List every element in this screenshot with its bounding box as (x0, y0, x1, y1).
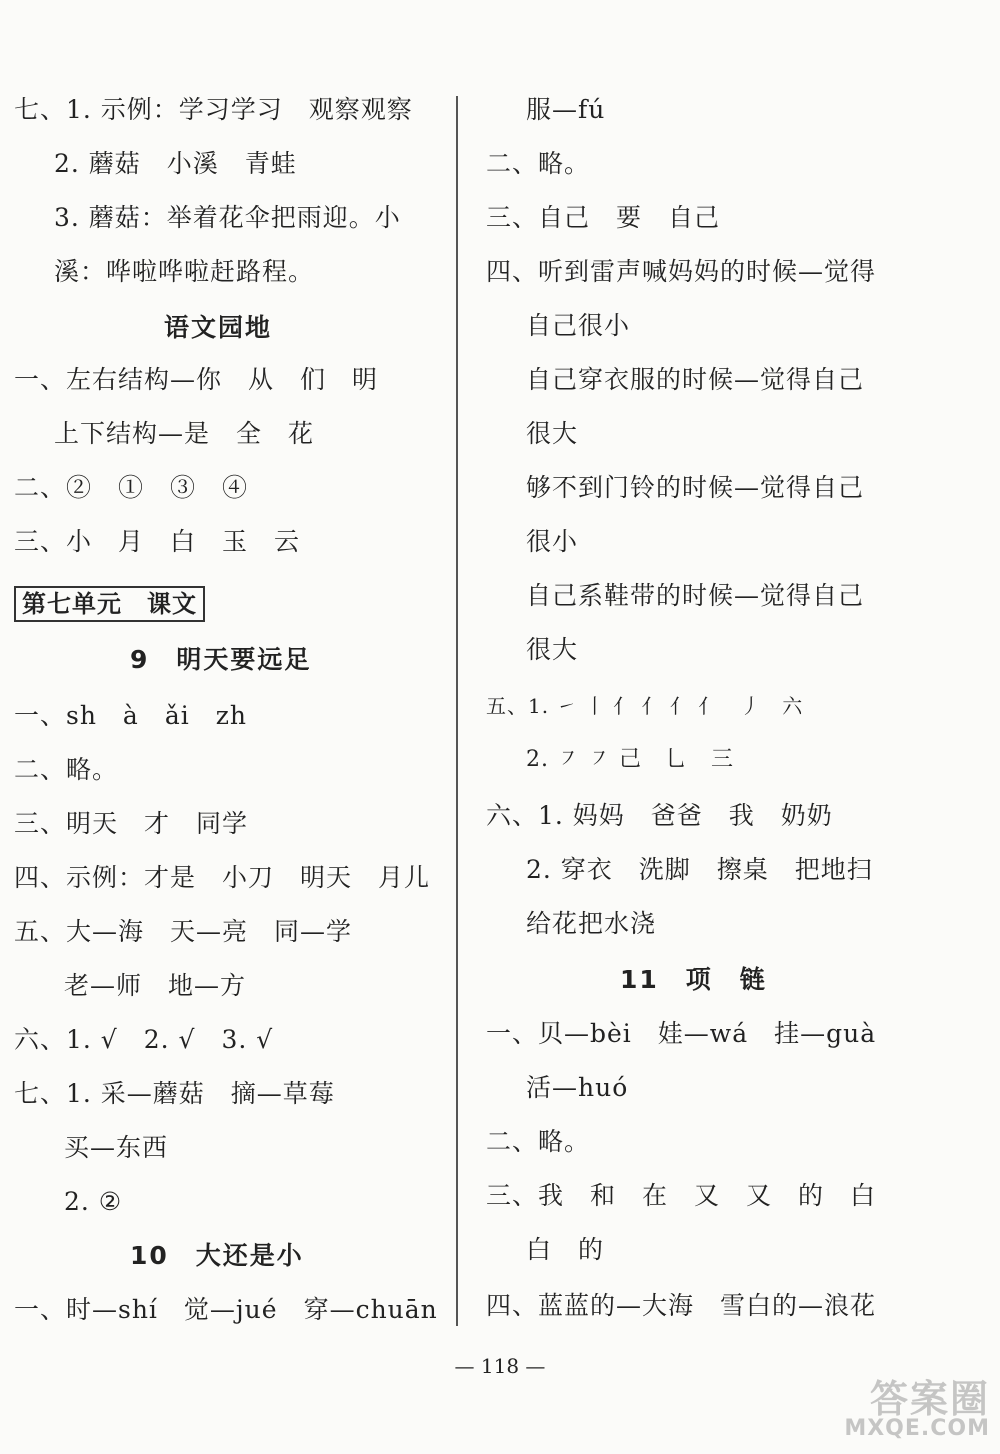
answer-line: 一、左右结构—你 从 们 明 (14, 365, 379, 394)
answer-line: 四、蓝蓝的—大海 雪白的—浪花 (486, 1291, 877, 1320)
answer-line: 白 的 (526, 1235, 605, 1264)
answer-line: 3. 蘑菇：举着花伞把雨迎。小 (54, 203, 401, 232)
answer-line: 上下结构—是 全 花 (54, 419, 315, 448)
answer-line: 三、明天 才 同学 (14, 809, 249, 838)
answer-line: 2. ② (64, 1187, 123, 1216)
answer-line: 三、小 月 白 玉 云 (14, 527, 301, 556)
answer-line: 一、时—shí 觉—jué 穿—chuān (14, 1295, 438, 1324)
lesson-heading-9: 9 明天要远足 (130, 645, 312, 674)
page-number: — 118 — (454, 1354, 546, 1378)
answer-line: 很大 (526, 419, 579, 448)
answer-line: 一、贝—bèi 娃—wá 挂—guà (486, 1019, 877, 1048)
answer-line: 老—师 地—方 (64, 971, 247, 1000)
answer-line: 很小 (526, 527, 579, 556)
answer-line: 2. ㇇ ㇇ 己 乚 三 (526, 747, 734, 772)
answer-line: 给花把水浇 (526, 909, 657, 938)
answer-line: 二、略。 (486, 1127, 591, 1156)
answer-line: 2. 蘑菇 小溪 青蛙 (54, 149, 297, 178)
lesson-heading-11: 11 项 链 (620, 965, 767, 994)
answer-line: 买—东西 (64, 1133, 169, 1162)
answer-line: 够不到门铃的时候—觉得自己 (526, 473, 865, 502)
section-heading-garden: 语文园地 (164, 313, 273, 342)
unit-title-box: 第七单元 课文 (14, 586, 205, 622)
answer-line: 二、② ① ③ ④ (14, 473, 249, 502)
answer-line: 三、自己 要 自己 (486, 203, 721, 232)
column-divider (456, 96, 458, 1326)
answer-line: 二、略。 (14, 755, 119, 784)
answer-line: 七、1. 示例：学习学习 观察观察 (14, 95, 413, 124)
answer-line: 四、示例：才是 小刀 明天 月儿 (14, 863, 431, 892)
answer-line: 六、1. 妈妈 爸爸 我 奶奶 (486, 801, 833, 830)
answer-line: 五、1. ㇀ 丨 亻 亻 亻 亻 丿 六 (486, 694, 804, 718)
answer-line: 四、听到雷声喊妈妈的时候—觉得 (486, 257, 877, 286)
answer-line: 三、我 和 在 又 又 的 白 (486, 1181, 877, 1210)
answer-line: 溪：哗啦哗啦赶路程。 (54, 257, 315, 286)
answer-line: 一、sh à ǎi zh (14, 701, 248, 730)
answer-line: 服—fú (526, 95, 606, 124)
answer-line: 自己很小 (526, 311, 631, 340)
lesson-heading-10: 10 大还是小 (130, 1241, 304, 1270)
watermark-text: 答案圈 (869, 1377, 990, 1421)
answer-line: 活—huó (526, 1073, 629, 1102)
watermark-domain: MXQE.COM (844, 1416, 990, 1441)
answer-line: 很大 (526, 635, 579, 664)
watermark-logo (820, 1368, 990, 1448)
answer-line: 五、大—海 天—亮 同—学 (14, 917, 353, 946)
answer-line: 二、略。 (486, 149, 591, 178)
answer-line: 自己穿衣服的时候—觉得自己 (526, 365, 865, 394)
answer-line: 2. 穿衣 洗脚 擦桌 把地扫 (526, 855, 873, 884)
answer-line: 自己系鞋带的时候—觉得自己 (526, 581, 865, 610)
answer-line: 七、1. 采—蘑菇 摘—草莓 (14, 1079, 335, 1108)
answer-line: 六、1. √ 2. √ 3. √ (14, 1025, 274, 1054)
